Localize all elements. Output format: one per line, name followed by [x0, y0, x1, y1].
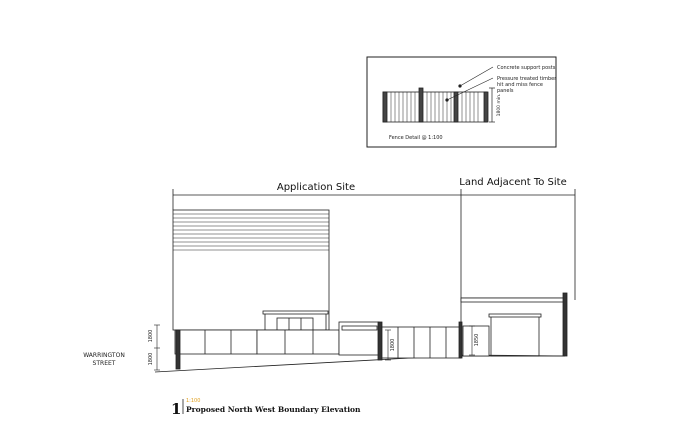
dim-left-lower: 1800 — [148, 352, 154, 366]
dim-left-upper: 1800 — [148, 329, 154, 343]
gatehouse — [263, 311, 328, 330]
zone-label-application-site: Application Site — [276, 182, 356, 193]
callout-panels-line1: Pressure treated timber — [497, 76, 557, 82]
drawing-title — [171, 398, 361, 418]
title-text: Proposed North West Boundary Elevation — [186, 405, 361, 414]
dim-middle: 1800 — [390, 338, 396, 352]
callout-panels-line2: hit and miss fence — [497, 82, 543, 88]
callout-panels-line3: panels — [497, 88, 514, 94]
fence-detail-dimension — [489, 88, 495, 122]
title-number: 1 — [171, 400, 182, 418]
title-scale: 1:100 — [186, 398, 201, 404]
fence-detail-caption: Fence Detail @ 1:100 — [389, 135, 443, 141]
street-label-line2: STREET — [92, 360, 116, 367]
zone-label-adjacent-land: Land Adjacent To Site — [459, 177, 567, 188]
fence-detail-inset — [367, 57, 557, 147]
street-label-line1: WARRINGTON — [83, 352, 125, 359]
fence-detail-dim-label: 1800 min. — [497, 93, 502, 117]
callout-posts: Concrete support posts — [497, 65, 556, 71]
fence-detail-panels — [383, 88, 488, 122]
dim-right: 1850 — [474, 333, 480, 347]
